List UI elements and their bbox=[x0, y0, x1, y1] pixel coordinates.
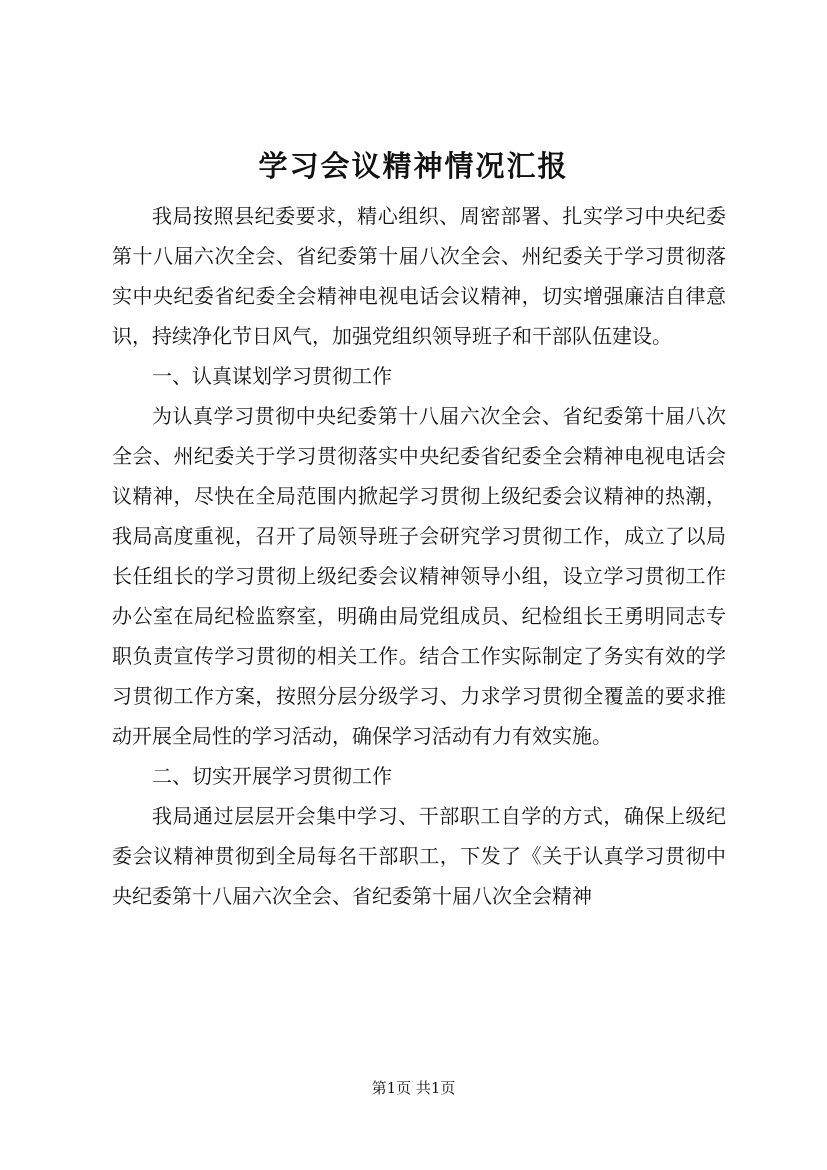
document-title: 学习会议精神情况汇报 bbox=[258, 149, 569, 183]
section-heading-2: 二、切实开展学习贯彻工作 bbox=[152, 764, 392, 788]
section-heading-1: 一、认真谋划学习贯彻工作 bbox=[152, 364, 392, 388]
paragraph-section-1: 为认真学习贯彻中央纪委第十八届六次全会、省纪委第十届八次全会、州纪委关于学习贯彻落实中央纪委省纪委全会精神电视电话会议精神，尽快在全局范围内掀起学习贯彻上级纪委会议精神的热潮，我局高度重视，召开了局领导班子会研究学习贯彻工作，成立了以局长任组长的学习贯彻上级纪委会议精神领导小组，设立学习贯彻工作办公室在局纪检监察室，明确由局党组成员、纪检组长王勇明同志专职负责宣传学习贯彻的相关工作。结合工作实际制定了务实有效的学习贯彻工作方案，按照分层分级学习、力求学习贯彻全覆盖的要求推动开展全局性的学习活动，确保学习活动有力有效实施。 bbox=[112, 404, 726, 748]
paragraph-intro: 我局按照县纪委要求，精心组织、周密部署、扎实学习中央纪委第十八届六次全会、省纪委第十届八次全会、州纪委关于学习贯彻落实中央纪委省纪委全会精神电视电话会议精神，切实增强廉洁自律意识，持续净化节日风气，加强党组织领导班子和干部队伍建设。 bbox=[112, 204, 726, 348]
paragraph-section-2: 我局通过层层开会集中学习、干部职工自学的方式，确保上级纪委会议精神贯彻到全局每名干部职工，下发了《关于认真学习贯彻中央纪委第十八届六次全会、省纪委第十届八次全会精神 bbox=[112, 804, 726, 908]
page-footer: 第1页 共1页 bbox=[371, 1079, 456, 1097]
document-body bbox=[112, 196, 726, 916]
